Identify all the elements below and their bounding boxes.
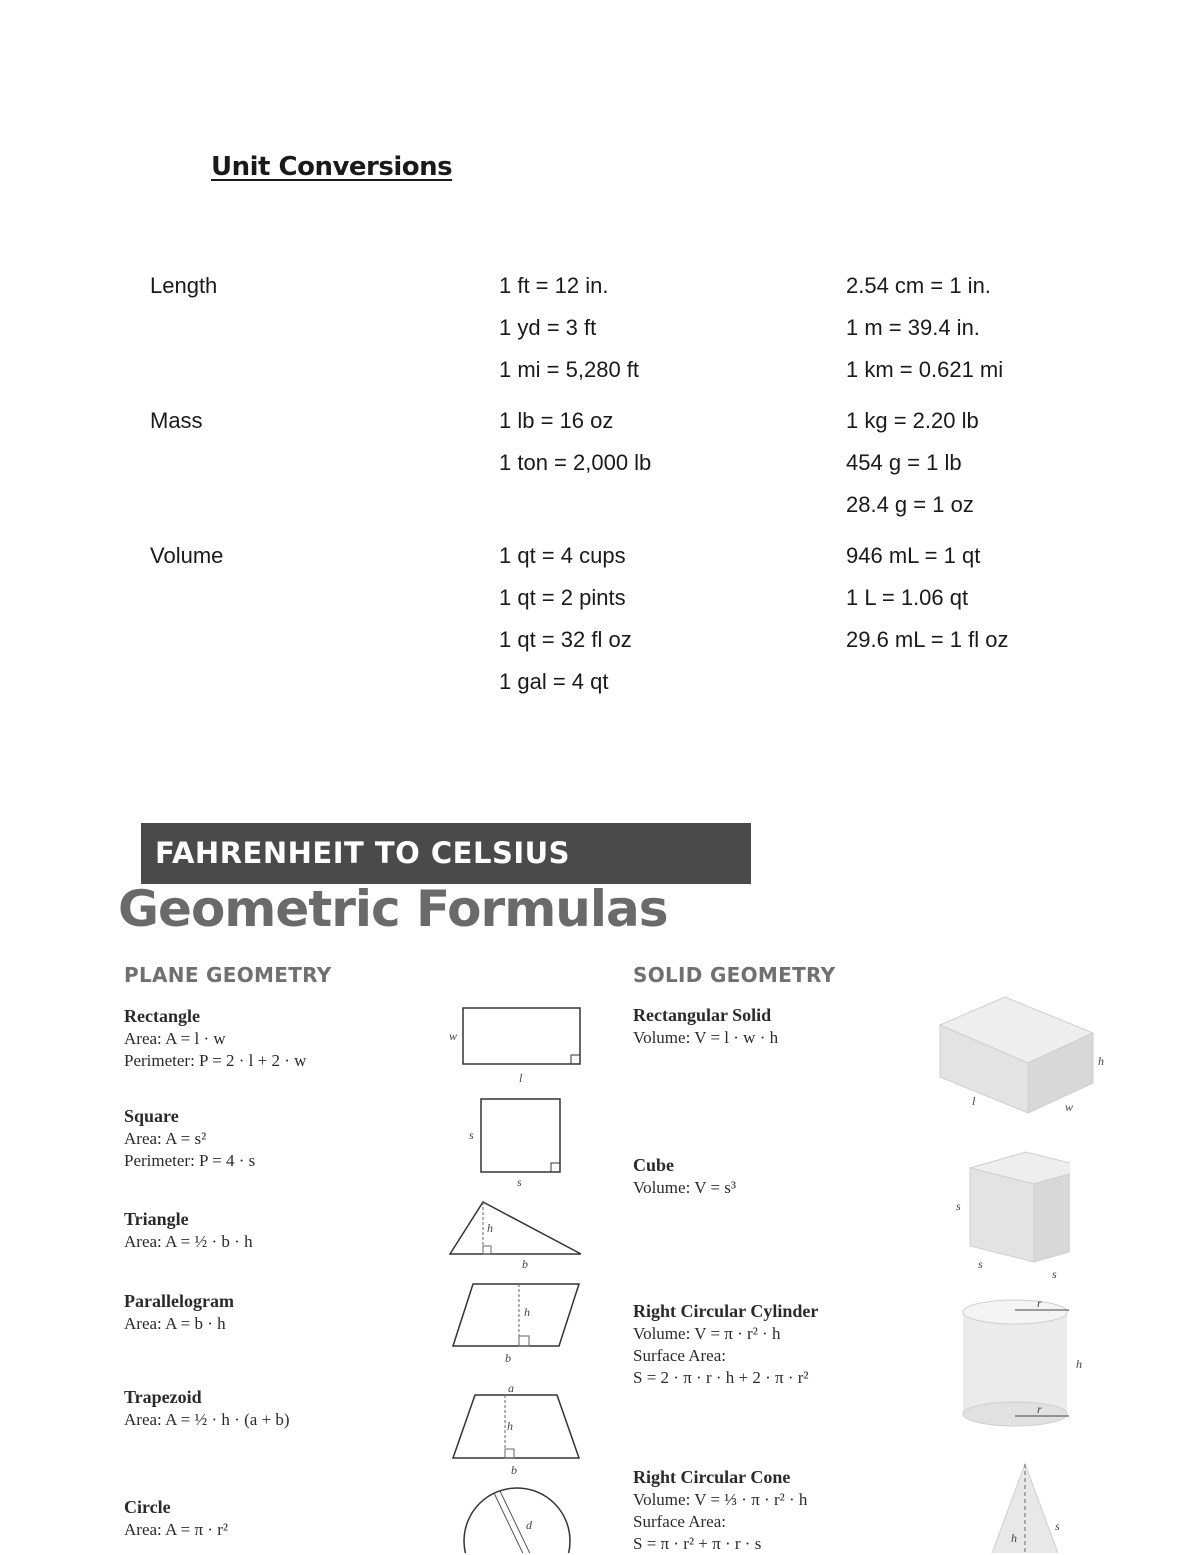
conversion-item: 1 yd = 3 ft (499, 315, 597, 340)
formula: Area: A = s² (124, 1129, 207, 1148)
rectangular-solid-formula (633, 1003, 778, 1049)
cube-formula (633, 1153, 736, 1199)
shape-name: Rectangular Solid (633, 1005, 772, 1025)
formula: S = π · r² + π · r · s (633, 1534, 762, 1553)
shape-name: Square (124, 1106, 179, 1126)
rectangle-figure (445, 1000, 585, 1090)
svg-text:h: h (1076, 1357, 1082, 1371)
geometric-formulas-title: Geometric Formulas (118, 880, 668, 938)
svg-text:s: s (469, 1128, 474, 1142)
svg-text:a: a (508, 1381, 514, 1395)
svg-text:w: w (449, 1029, 458, 1043)
formula: S = 2 · π · r · h + 2 · π · r² (633, 1368, 809, 1387)
formula: Area: A = b · h (124, 1314, 226, 1333)
square-formula (124, 1104, 255, 1172)
shape-name: Right Circular Cylinder (633, 1301, 819, 1321)
conversion-item: 1 gal = 4 qt (499, 669, 609, 694)
formula: Area: A = l · w (124, 1029, 226, 1048)
conversion-item: 29.6 mL = 1 fl oz (846, 627, 1009, 652)
circle-figure (460, 1485, 580, 1553)
shape-name: Parallelogram (124, 1291, 234, 1311)
svg-text:h: h (1098, 1054, 1104, 1068)
cylinder-figure (955, 1298, 1095, 1430)
formula: Volume: V = l · w · h (633, 1028, 779, 1047)
cone-figure (975, 1462, 1085, 1553)
trapezoid-formula (124, 1385, 290, 1431)
formula: Volume: V = s³ (633, 1178, 737, 1197)
category-volume: Volume (150, 543, 224, 568)
fahrenheit-celsius-banner: FAHRENHEIT TO CELSIUS (141, 823, 751, 884)
formula: Volume: V = π · r² · h (633, 1324, 781, 1343)
conversion-item: 1 qt = 32 fl oz (499, 627, 632, 652)
shape-name: Circle (124, 1497, 171, 1517)
conversion-item: 1 m = 39.4 in. (846, 315, 980, 340)
formula: Surface Area: (633, 1346, 726, 1365)
parallelogram-figure (445, 1278, 585, 1366)
formula: Area: A = ½ · h · (a + b) (124, 1410, 290, 1429)
plane-geometry-heading: PLANE GEOMETRY (124, 963, 332, 987)
formula: Area: A = ½ · b · h (124, 1232, 253, 1251)
svg-text:s: s (1055, 1519, 1060, 1533)
cube-figure (950, 1150, 1070, 1282)
cone-formula (633, 1465, 807, 1555)
conversion-item: 1 kg = 2.20 lb (846, 408, 979, 433)
svg-text:s: s (978, 1257, 983, 1271)
conversion-item: 1 qt = 4 cups (499, 543, 626, 568)
trapezoid-figure (445, 1378, 585, 1478)
formula: Area: A = π · r² (124, 1520, 228, 1539)
svg-text:l: l (519, 1071, 523, 1085)
svg-text:b: b (522, 1257, 528, 1271)
formula: Surface Area: (633, 1512, 726, 1531)
svg-text:h: h (487, 1221, 493, 1235)
conversion-item: 1 L = 1.06 qt (846, 585, 969, 610)
shape-name: Trapezoid (124, 1387, 202, 1407)
rectangle-formula (124, 1004, 306, 1072)
svg-text:w: w (1065, 1100, 1074, 1114)
formula: Perimeter: P = 4 · s (124, 1151, 256, 1170)
svg-text:b: b (505, 1351, 511, 1365)
cylinder-formula (633, 1299, 818, 1389)
parallelogram-formula (124, 1289, 234, 1335)
svg-text:l: l (972, 1094, 976, 1108)
svg-text:s: s (956, 1199, 961, 1213)
conversion-item: 28.4 g = 1 oz (846, 492, 974, 517)
circle-formula (124, 1495, 228, 1541)
conversion-item: 1 ft = 12 in. (499, 273, 609, 298)
page-title: Unit Conversions (211, 152, 453, 182)
shape-name: Right Circular Cone (633, 1467, 791, 1487)
shape-name: Cube (633, 1155, 675, 1175)
svg-text:s: s (517, 1175, 522, 1188)
conversion-item: 1 lb = 16 oz (499, 408, 614, 433)
triangle-figure (445, 1196, 585, 1272)
svg-text:r: r (1037, 1298, 1042, 1310)
category-length: Length (150, 273, 218, 298)
rectangular-solid-figure (935, 995, 1115, 1120)
shape-name: Triangle (124, 1209, 189, 1229)
conversion-item: 946 mL = 1 qt (846, 543, 981, 568)
triangle-formula (124, 1207, 253, 1253)
svg-text:h: h (524, 1305, 530, 1319)
formula: Volume: V = ⅓ · π · r² · h (633, 1490, 808, 1509)
square-figure (465, 1094, 565, 1188)
svg-text:r: r (1037, 1402, 1042, 1416)
formula: Perimeter: P = 2 · l + 2 · w (124, 1051, 307, 1070)
svg-text:b: b (511, 1463, 517, 1477)
conversion-item: 2.54 cm = 1 in. (846, 273, 991, 298)
svg-text:d: d (526, 1518, 532, 1532)
conversion-item: 1 km = 0.621 mi (846, 357, 1004, 382)
svg-text:s: s (1052, 1267, 1057, 1281)
conversion-item: 1 ton = 2,000 lb (499, 450, 652, 475)
svg-text:h: h (507, 1419, 513, 1433)
conversion-item: 454 g = 1 lb (846, 450, 962, 475)
conversion-item: 1 mi = 5,280 ft (499, 357, 640, 382)
conversion-item: 1 qt = 2 pints (499, 585, 626, 610)
solid-geometry-heading: SOLID GEOMETRY (633, 963, 836, 987)
category-mass: Mass (150, 408, 203, 433)
shape-name: Rectangle (124, 1006, 200, 1026)
svg-text:h: h (1011, 1531, 1017, 1545)
